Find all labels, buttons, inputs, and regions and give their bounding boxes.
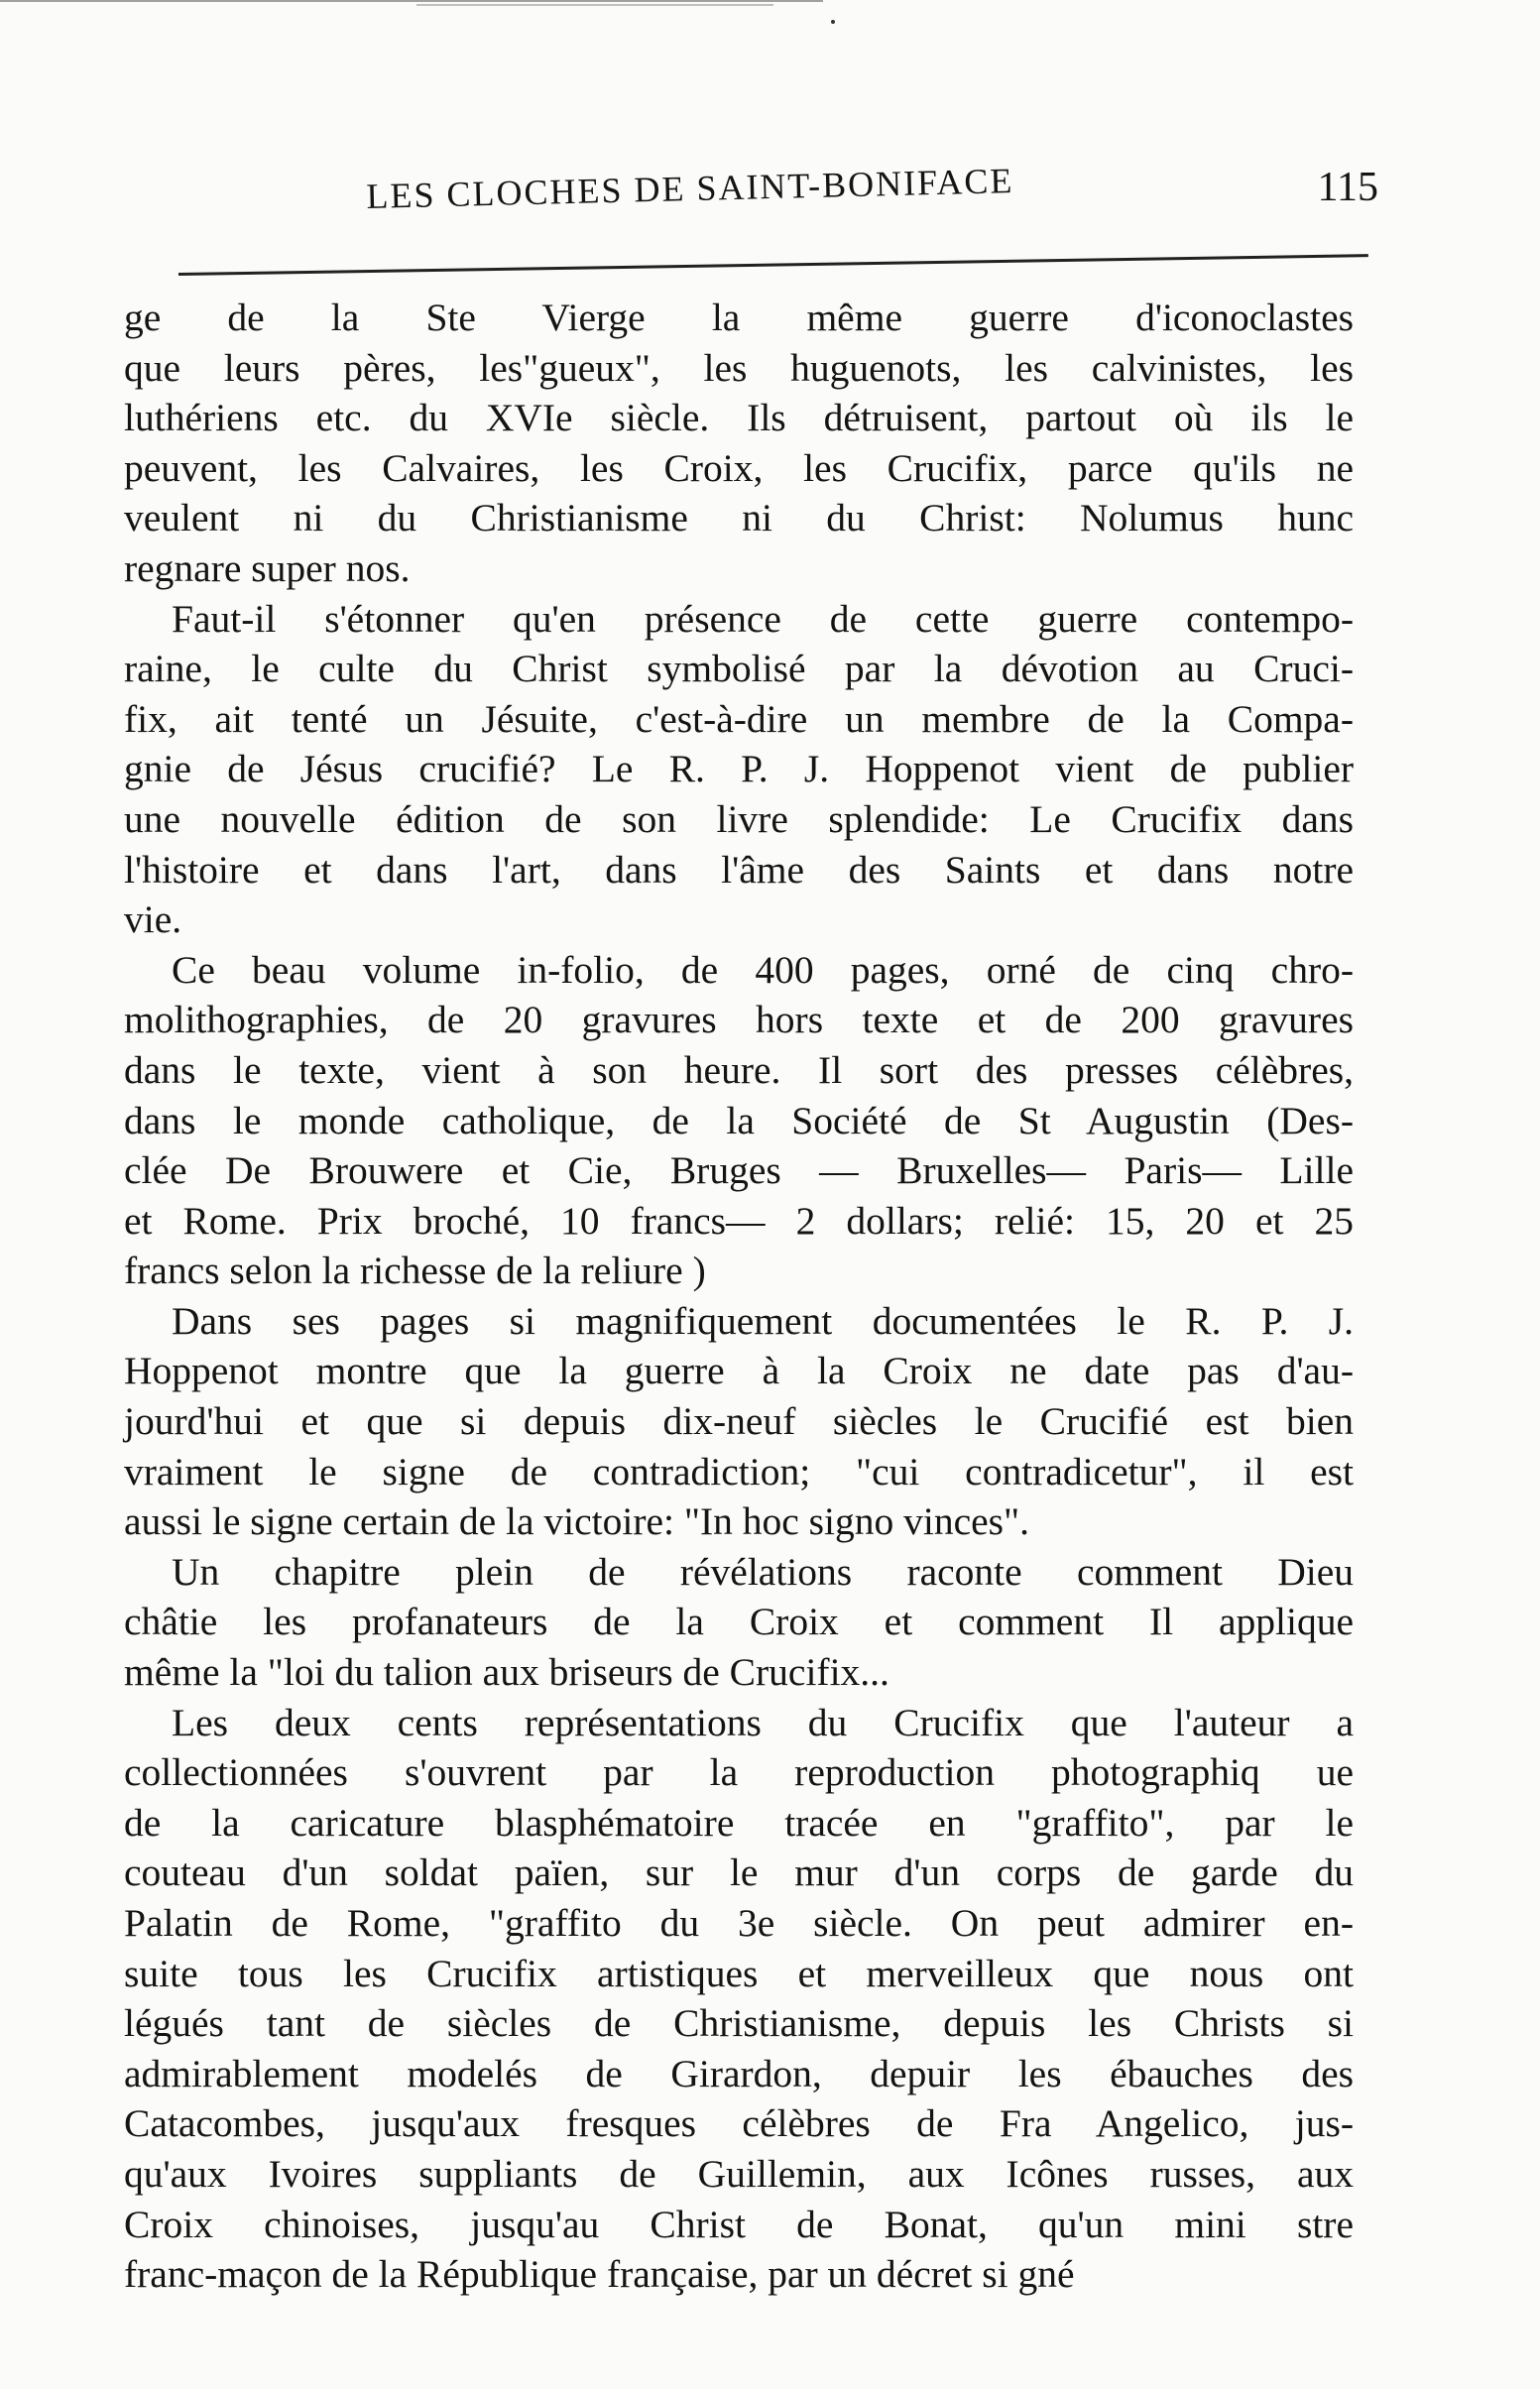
text-line: qu'aux Ivoires suppliants de Guillemin, aux Icônes russes, aux xyxy=(124,2151,1354,2196)
text-line: dans le monde catholique, de la Société de St Augustin (Des- xyxy=(124,1098,1354,1142)
page-header xyxy=(365,161,1378,243)
print-speck xyxy=(831,20,835,24)
text-line: aussi le signe certain de la victoire: "In hoc signo vinces". xyxy=(124,1499,1030,1544)
text-line: Ce beau volume in-folio, de 400 pages, orné de cinq chro- xyxy=(172,947,1354,992)
text-line: Dans ses pages si magnifiquement documentées le R. P. J. xyxy=(172,1298,1354,1343)
text-line: Un chapitre plein de révélations raconte comment Dieu xyxy=(172,1549,1354,1594)
top-edge-rule-fragment xyxy=(416,4,773,6)
text-line: l'histoire et dans l'art, dans l'âme des Saints et dans notre xyxy=(124,847,1354,892)
text-line: Les deux cents représentations du Crucifix que l'auteur a xyxy=(172,1700,1354,1744)
text-line: Palatin de Rome, "graffito du 3e siècle. On peut admirer en- xyxy=(124,1901,1354,1945)
text-line: que leurs pères, les"gueux", les huguenots, les calvinistes, les xyxy=(124,345,1354,390)
text-line: franc-maçon de la République française, par un décret si gné xyxy=(124,2252,1075,2297)
text-line: jourd'hui et que si depuis dix-neuf siècles le Crucifié est bien xyxy=(124,1399,1354,1444)
text-line: châtie les profanateurs de la Croix et comment Il applique xyxy=(124,1600,1354,1644)
text-line: et Rome. Prix broché, 10 francs— 2 dollars; relié: 15, 20 et 25 xyxy=(124,1198,1354,1243)
text-line: gnie de Jésus crucifié? Le R. P. J. Hoppenot vient de publier xyxy=(124,747,1354,791)
text-line: Faut-il s'étonner qu'en présence de cette guerre contempo- xyxy=(172,596,1354,641)
text-line: raine, le culte du Christ symbolisé par la dévotion au Cruci- xyxy=(124,647,1354,691)
text-line: veulent ni du Christianisme ni du Christ: Nolumus hunc xyxy=(124,496,1354,540)
page-number: 115 xyxy=(1317,165,1378,210)
text-line: suite tous les Crucifix artistiques et merveilleux que nous ont xyxy=(124,1951,1354,1995)
header-rule xyxy=(178,254,1368,276)
text-line: clée De Brouwere et Cie, Bruges — Bruxelles— Paris— Lille xyxy=(124,1148,1354,1193)
text-line: luthériens etc. du XVIe siècle. Ils détruisent, partout où ils le xyxy=(124,396,1354,440)
running-title: LES CLOCHES DE SAINT-BONIFACE xyxy=(365,161,1014,217)
text-line: regnare super nos. xyxy=(124,545,411,590)
text-line: fix, ait tenté un Jésuite, c'est-à-dire un membre de la Compa- xyxy=(124,696,1354,741)
text-line: Catacombes, jusqu'aux fresques célèbres de Fra Angelico, jus- xyxy=(124,2101,1354,2146)
text-line: ge de la Ste Vierge la même guerre d'iconoclastes xyxy=(124,296,1354,339)
text-line: une nouvelle édition de son livre splendide: Le Crucifix dans xyxy=(124,796,1354,841)
text-line: molithographies, de 20 gravures hors texte et de 200 gravures xyxy=(124,998,1354,1042)
text-line: Croix chinoises, jusqu'au Christ de Bonat, qu'un mini stre xyxy=(124,2202,1354,2246)
text-line: légués tant de siècles de Christianisme, depuis les Christs si xyxy=(124,2001,1354,2046)
text-line: Hoppenot montre que la guerre à la Croix ne date pas d'au- xyxy=(124,1349,1354,1393)
text-line: de la caricature blasphématoire tracée en "graffito", par le xyxy=(124,1800,1354,1845)
text-line: vraiment le signe de contradiction; "cui contradicetur", il est xyxy=(124,1449,1354,1493)
body-text xyxy=(124,293,1354,2300)
text-line: francs selon la richesse de la reliure ) xyxy=(124,1249,706,1293)
text-line: peuvent, les Calvaires, les Croix, les Crucifix, parce qu'ils ne xyxy=(124,445,1354,490)
text-line: admirablement modelés de Girardon, depuir les ébauches des xyxy=(124,2051,1354,2095)
text-line: collectionnées s'ouvrent par la reproduction photographiq ue xyxy=(124,1750,1354,1795)
text-line: dans le texte, vient à son heure. Il sort des presses célèbres, xyxy=(124,1047,1354,1092)
text-line: couteau d'un soldat païen, sur le mur d'un corps de garde du xyxy=(124,1851,1354,1895)
text-line: même la "loi du talion aux briseurs de Crucifix... xyxy=(124,1650,889,1695)
text-line: vie. xyxy=(124,897,182,942)
